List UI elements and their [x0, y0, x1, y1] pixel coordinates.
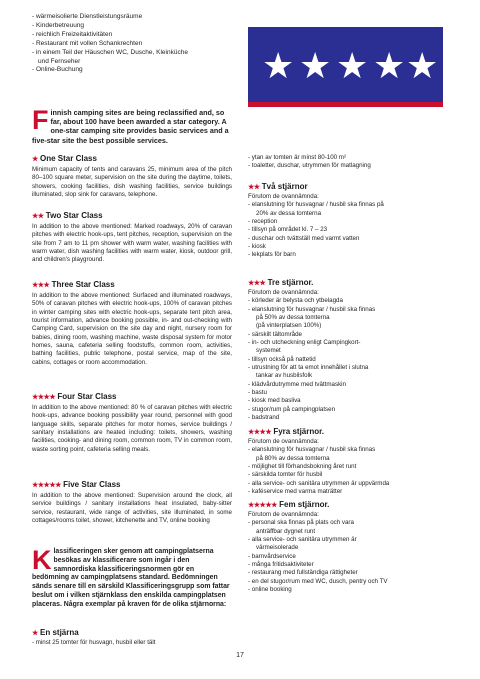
star-rating-icon: ★: [32, 630, 38, 637]
list-item: - Kinderbetreuung: [32, 21, 85, 29]
list-item: - särskilt tältområde: [248, 330, 302, 338]
section-title: Two Star Class: [45, 211, 103, 220]
list-item: Förutom de ovannämnda:: [248, 511, 319, 518]
section-title: Två stjärnor: [261, 182, 308, 191]
list-item: - lekplats för barn: [248, 251, 296, 259]
english-intro: [32, 105, 232, 145]
drop-cap: K: [32, 545, 52, 575]
list-item: - ytan av tomten är minst 80-100 m²: [248, 154, 347, 161]
section-text: In addition to the above mentioned: Marked roadways, 20% of caravan pitches with electric hook-ups, tent pitches, reception, supervision on the site from 7 am to 11 pm shower with warm water, washing facilities with warm water, dish washing facilities with warm water, kiosk, outdoor grill, and children's playground.: [32, 223, 232, 264]
star-rating-icon: ★★★★★: [248, 502, 277, 509]
five-star-logo: [248, 27, 443, 107]
list-item: - elanslutning för husvagnar / husbil ska finnas: [248, 305, 376, 313]
list-item: - barnvårdservice: [248, 552, 296, 560]
star-rating-icon: ★★★: [248, 280, 266, 287]
list-item: - online booking: [248, 586, 292, 594]
list-item: - möjlighet till förhandsbokning året runt: [248, 463, 357, 471]
list-item: - en del stugor/rum med WC, dusch, pentry och TV: [248, 577, 388, 585]
list-item: på 80% av dessa tomterna: [256, 454, 330, 462]
list-item: - kaféservice med varma maträtter: [248, 488, 343, 496]
list-item: und Fernseher: [38, 57, 81, 65]
list-item: - elanslutning för husvagnar / husbil ska finnas på: [248, 201, 384, 209]
section-title: Three Star Class: [51, 280, 115, 289]
list-item: - reception: [248, 218, 278, 226]
logo-stripe: [248, 102, 443, 107]
section-title: One Star Class: [40, 154, 97, 163]
section-text: In addition to the above mentioned: 80 % of caravan pitches with electric hook-ups, advance booking possibility year round, personnel with good language skills, separate pitches for motor homes, service buildings / sanitary installations are heated including: toilets, showers, washing facilities, cooking- and dining room, common room, TV in common room, waste sorting point, cafeteria selling meals.: [32, 404, 232, 453]
section-title: Tre stjärnor.: [267, 278, 314, 287]
list-item: - klädvårdutrymme med tvättmaskin: [248, 380, 346, 388]
section-title: Five Star Class: [63, 480, 121, 489]
list-item: 20% av dessa tomterna: [256, 209, 322, 217]
list-item: Förutom de ovannämnda:: [248, 193, 319, 200]
drop-cap: F: [32, 105, 49, 135]
star-rating-icon: ★★★★: [248, 429, 272, 436]
list-item: tankar av husbilsfolk: [256, 372, 313, 380]
list-item: - Restaurant mit vollen Schankrechten: [32, 39, 143, 47]
list-item: - reichlich Freizeitaktivitäten: [32, 30, 113, 38]
list-item: - kiosk med basliva: [248, 397, 301, 405]
list-item: - tillsyn också på nattetid: [248, 355, 316, 363]
list-item: - tillsyn på området kl. 7 – 23: [248, 226, 328, 234]
star-icon: ★: [299, 46, 332, 87]
star-rating-icon: ★★★★★: [32, 482, 61, 489]
star-icon: ★: [373, 46, 406, 87]
star-rating-icon: ★★★: [32, 282, 50, 289]
four-star-class: [32, 392, 232, 454]
fyra-stjarnor-section: [248, 427, 448, 496]
star-icon: ★: [262, 46, 295, 87]
list-item: Förutom de ovannämnda:: [248, 438, 319, 445]
section-title: Fyra stjärnor.: [273, 427, 325, 436]
fem-stjarnor-section: [248, 500, 448, 594]
star-rating-icon: ★★★★: [32, 394, 56, 401]
section-text: In addition to the above mentioned: Surfaced and illuminated roadways, 50% of caravan pitches with electric hook-ups, 100% of caravan pitches in winter camping sites with electric hook-ups, separate tent pitch area, tourist information, advance booking possible, in- and out-checking with Camping Card, supervision on the site day and night, nursery room for babies, dining room, washing machine, waste disposal system for motor homes, sauna, cafeteria selling foodstuffs, common room, activities, bathing facilities, public telephone, postal service, map of the site, cabins, cottages or room accommodation.: [32, 292, 232, 366]
en-stjarna-continued: [248, 154, 448, 171]
star-rating-icon: ★★: [248, 184, 260, 191]
section-title: En stjärna: [40, 628, 79, 637]
list-item: - alla service- och sanitära utrymmen är: [248, 536, 357, 544]
list-item: systemet: [256, 347, 281, 355]
section-title: Four Star Class: [57, 392, 117, 401]
star-icon: ★: [336, 46, 369, 87]
tva-stjarnor-section: [248, 182, 448, 260]
list-item: - toaletter, duschar, utrymmen för matlagning: [248, 162, 371, 170]
list-item: - särskilda tomter för husbil: [248, 471, 323, 479]
section-title: Fem stjärnor.: [279, 500, 330, 509]
list-item: Förutom de ovannämnda:: [248, 289, 319, 296]
list-item: - duschar och tvättställ med varmt vatten: [248, 234, 360, 242]
list-item: - bastu: [248, 389, 267, 397]
swedish-intro: [32, 545, 232, 610]
intro-text: lassificeringen sker genom att campingplatserna besökas av klassificerare som ingår i den samnordiska klassificeringsnormen gör en bedömning av campingplatsens standard. Bedömningen sänds senare till en särskild Klassificeringsgrupp som fattar beslut om i vilken stjärnklass den enskilda campingplatsen placeras. Några exemplar på kraven för de olika stjärnorna:: [32, 548, 230, 608]
section-text: In addition to the above mentioned: Supervision around the clock, all service buildings / sanitary installations heat insulated, baby-sitter service, restaurant, wide range of activities, site illuminated, in some cottages/rooms toilet, shower, kitchenette and TV, online booking: [32, 492, 232, 525]
section-text: Minimum capacity of tents and caravans 25, minimum area of the pitch 80–100 square meter, supervision on the site during the daytime, toilets, showers, cooking facilities, dish washing facilities, service buildings illuminated, slop sink for caravans, telephone.: [32, 166, 232, 199]
list-item: - personal ska finnas på plats och vara: [248, 519, 354, 527]
list-item: - badstrand: [248, 414, 280, 422]
list-item: - många fritidsaktiviteter: [248, 561, 314, 569]
intro-text: innish camping sites are being reclassified and, so far, about 100 have been awarded a star category. A one-star camping site provides basic services and a five-star site the best possible services.: [32, 108, 229, 145]
list-item: - wärmeisolierte Dienstleistungsräume: [32, 13, 143, 20]
german-feature-list: [32, 13, 237, 75]
list-item: anträffbar dygnet runt: [256, 527, 316, 535]
star-icon: ★: [406, 46, 439, 87]
list-item: - elanslutning för husvagnar / husbil ska finnas: [248, 446, 376, 454]
list-item: - restaurang med fullständiga rättigheter: [248, 569, 358, 577]
list-item: värmeisolerade: [256, 544, 299, 552]
list-item: - stugor/rum på campingplatsen: [248, 405, 336, 413]
list-item: på 50% av dessa tomterna: [256, 314, 330, 322]
list-item: - körleder är belysta och ytbelagda: [248, 297, 343, 305]
page-number: 17: [236, 652, 244, 659]
list-item: - Online-Buchung: [32, 66, 83, 74]
list-item: - minst 25 tomter för husvagn, husbil eller tält: [32, 639, 156, 646]
three-star-class: [32, 280, 232, 367]
list-item: - in- och utcheckning enligt Campingkort-: [248, 339, 361, 347]
list-item: (på vinterplatsen 100%): [256, 322, 322, 330]
star-rating-icon: ★: [32, 156, 38, 163]
list-item: - in einem Teil der Häuschen WC, Dusche, Kleinküche: [32, 48, 188, 56]
star-rating-icon: ★★: [32, 213, 44, 220]
one-star-class: [32, 154, 232, 199]
tre-stjarnor-section: [248, 278, 448, 423]
list-item: - kiosk: [248, 243, 266, 251]
two-star-class: [32, 211, 232, 265]
five-star-class: [32, 480, 232, 525]
en-stjarna-section: [32, 628, 232, 647]
list-item: - alla service- och sanitära utrymmen är uppvärmda: [248, 479, 390, 487]
list-item: - utrustning för att ta emot innehållet i slutna: [248, 364, 369, 372]
